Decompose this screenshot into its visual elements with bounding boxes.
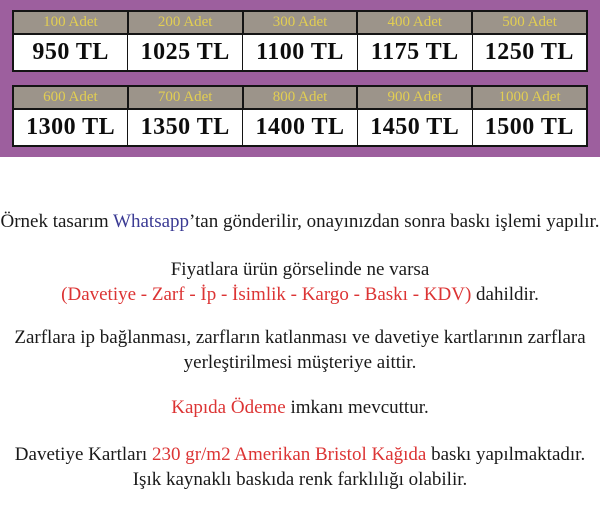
sample-design-note-pre: Örnek tasarım — [0, 211, 114, 232]
sample-design-note — [0, 209, 600, 234]
assembly-note-line2: yerleştirilmesi müşteriye aittir. — [183, 352, 417, 373]
included-items-list: (Davetiye - Zarf - İp - İsimlik - Kargo - Baskı - KDV) — [61, 284, 472, 305]
price-cell: 1400 TL — [243, 109, 358, 146]
price-cell: 1450 TL — [357, 109, 472, 146]
qty-header-cell: 300 Adet — [243, 11, 358, 34]
qty-header-cell: 700 Adet — [128, 86, 243, 109]
paper-spec-pre: Davetiye Kartları — [14, 444, 152, 465]
sample-design-note-post: ’tan gönderilir, onayınızdan sonra baskı işlemi yapılır. — [189, 211, 600, 232]
assembly-note-line1: Zarflara ip bağlanması, zarfların katlanması ve davetiye kartlarının zarflara — [14, 327, 586, 348]
price-includes-post: dahildir. — [471, 284, 539, 305]
price-cell: 950 TL — [13, 34, 128, 71]
qty-header-cell: 100 Adet — [13, 11, 128, 34]
price-row — [13, 34, 587, 71]
qty-header-cell: 500 Adet — [472, 11, 587, 34]
price-cell: 1025 TL — [128, 34, 243, 71]
qty-header-cell: 1000 Adet — [472, 86, 587, 109]
price-cell: 1300 TL — [13, 109, 128, 146]
price-row — [13, 109, 587, 146]
price-table-100-500 — [12, 10, 588, 72]
qty-header-cell: 800 Adet — [243, 86, 358, 109]
quantity-header-row — [13, 11, 587, 34]
price-cell: 1175 TL — [357, 34, 472, 71]
whatsapp-text: Whatsapp — [113, 211, 190, 232]
qty-header-cell: 900 Adet — [357, 86, 472, 109]
color-difference-note: Işık kaynaklı baskıda renk farklılığı olabilir. — [132, 469, 468, 490]
cash-on-delivery-note — [0, 395, 600, 420]
assembly-note — [0, 325, 600, 375]
qty-header-cell: 200 Adet — [128, 11, 243, 34]
price-includes-line1: Fiyatlara ürün görselinde ne varsa — [170, 259, 430, 280]
price-cell: 1250 TL — [472, 34, 587, 71]
paper-spec-text: 230 gr/m2 Amerikan Bristol Kağıda — [151, 444, 427, 465]
price-cell: 1100 TL — [243, 34, 358, 71]
cash-on-delivery-text: Kapıda Ödeme — [171, 397, 286, 418]
paper-spec-post: baskı yapılmaktadır. — [426, 444, 586, 465]
price-includes-note — [0, 257, 600, 307]
quantity-header-row — [13, 86, 587, 109]
price-cell: 1500 TL — [472, 109, 587, 146]
qty-header-cell: 600 Adet — [13, 86, 128, 109]
pricing-banner — [0, 0, 600, 157]
product-info-section — [0, 157, 600, 492]
paper-spec-note — [0, 442, 600, 492]
price-cell: 1350 TL — [128, 109, 243, 146]
price-table-600-1000 — [12, 85, 588, 147]
qty-header-cell: 400 Adet — [357, 11, 472, 34]
cash-on-delivery-post: imkanı mevcuttur. — [285, 397, 429, 418]
